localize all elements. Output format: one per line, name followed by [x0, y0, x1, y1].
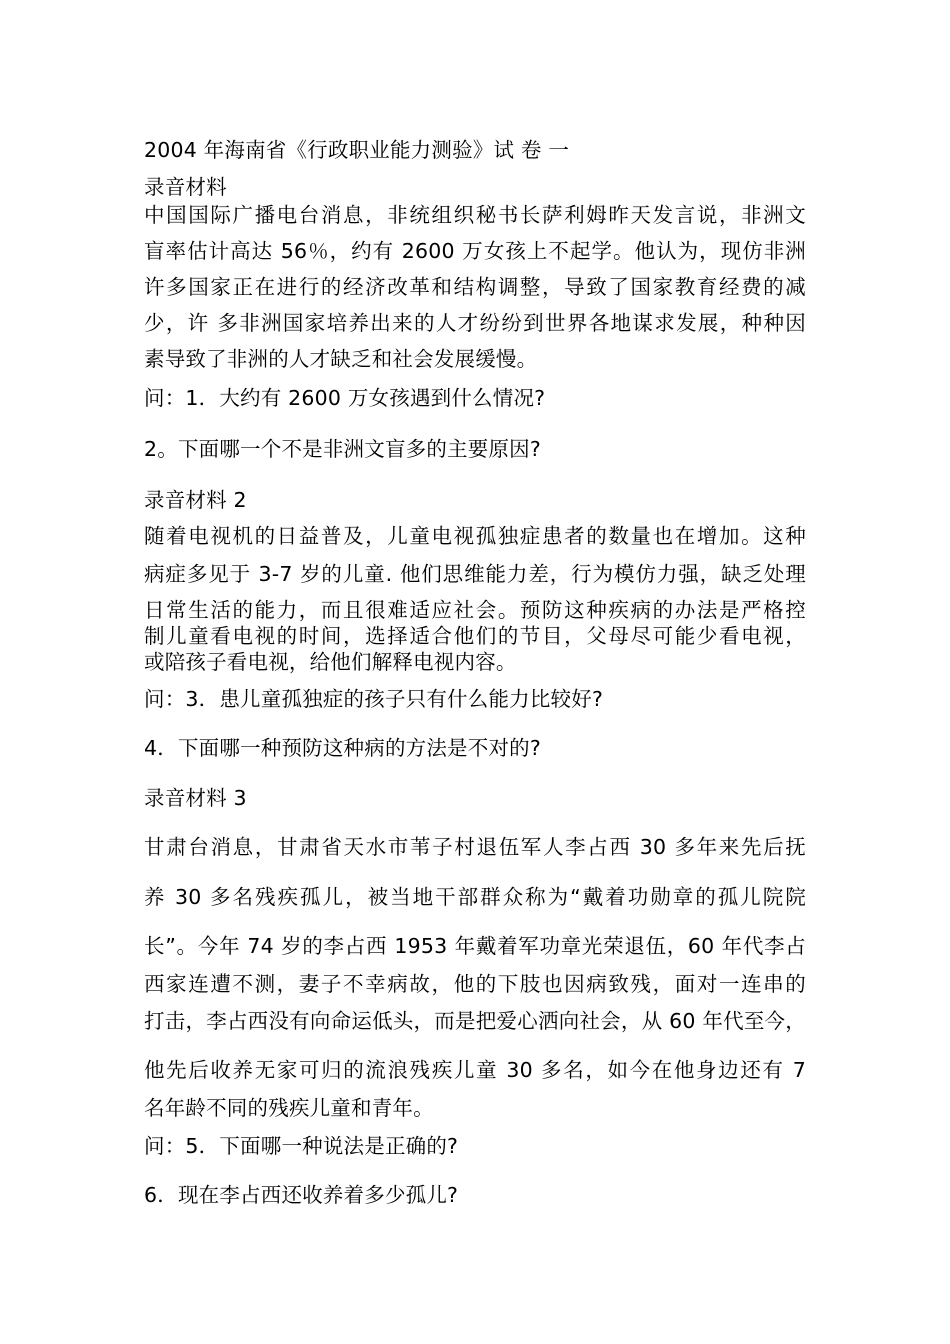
question: 问：5．下面哪一种说法是正确的?: [144, 1134, 459, 1158]
question: 6．现在李占西还收养着多少孤儿?: [144, 1183, 459, 1207]
paragraph-line: 养 30 多名残疾孤儿，被当地干部群众称为“戴着功勋章的孤儿院院: [144, 885, 806, 909]
paragraph-line: 西家连遭不测，妻子不幸病故，他的下肢也因病致残，面对一连串的: [144, 972, 806, 996]
paragraph-line: 或陪孩子看电视，给他们解释电视内容。: [144, 650, 517, 674]
paragraph-line: 病症多见于 3-7 岁的儿童. 他们思维能力差，行为模仿力强，缺乏处理: [144, 562, 806, 586]
document-title: 2004 年海南省《行政职业能力测验》试 卷 一: [144, 138, 570, 162]
paragraph-line: 日常生活的能力，而且很难适应社会。预防这种疾病的办法是严格控: [144, 598, 806, 622]
paragraph-line: 长”。今年 74 岁的李占西 1953 年戴着军功章光荣退伍，60 年代李占: [144, 934, 806, 958]
paragraph-line: 少，许 多非洲国家培养出来的人才纷纷到世界各地谋求发展，种种因: [144, 311, 806, 335]
section-heading: 录音材料 3: [144, 786, 247, 810]
paragraph-line: 他先后收养无家可归的流浪残疾儿童 30 多名，如今在他身边还有 7: [144, 1058, 806, 1082]
question: 4．下面哪一种预防这种病的方法是不对的?: [144, 736, 541, 760]
paragraph-line: 甘肃台消息，甘肃省天水市苇子村退伍军人李占西 30 多年来先后抚: [144, 835, 806, 859]
paragraph-line: 许多国家正在进行的经济改革和结构调整，导致了国家教育经费的减: [144, 275, 806, 299]
question: 问：1．大约有 2600 万女孩遇到什么情况?: [144, 386, 546, 410]
paragraph-line: 盲率估计高达 56％，约有 2600 万女孩上不起学。他认为，现仿非洲: [144, 239, 806, 263]
section-heading: 录音材料: [144, 175, 227, 199]
paragraph-line: 素导致了非洲的人才缺乏和社会发展缓慢。: [144, 347, 538, 371]
section-heading: 录音材料 2: [144, 488, 247, 512]
paragraph-line: 制儿童看电视的时间，选择适合他们的节目，父母尽可能少看电视，: [144, 624, 806, 648]
paragraph-line: 随着电视机的日益普及，儿童电视孤独症患者的数量也在增加。这种: [144, 524, 806, 548]
paragraph-line: 中国国际广播电台消息，非统组织秘书长萨利姆昨天发言说，非洲文: [144, 203, 806, 227]
question: 2。下面哪一个不是非洲文盲多的主要原因?: [144, 437, 541, 461]
paragraph-line: 名年龄不同的残疾儿童和青年。: [144, 1096, 434, 1120]
paragraph-line: 打击，李占西没有向命运低头，而是把爱心洒向社会，从 60 年代至今，: [144, 1009, 806, 1033]
question: 问：3．患儿童孤独症的孩子只有什么能力比较好?: [144, 687, 604, 711]
